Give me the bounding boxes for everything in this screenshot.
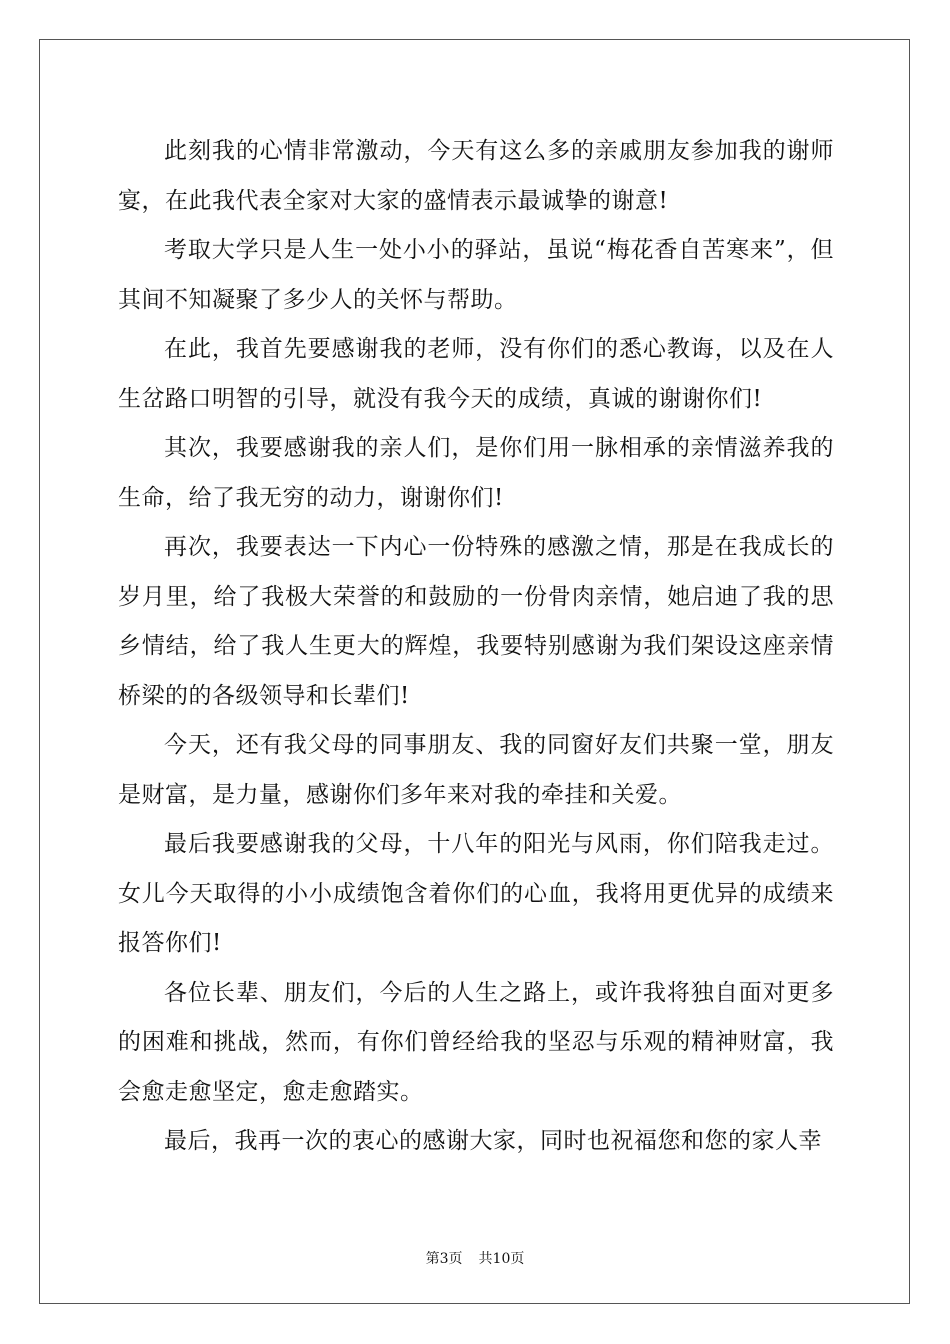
paragraph: 最后我要感谢我的父母，十八年的阳光与风雨，你们陪我走过。女儿今天取得的小小成绩饱含着你们的心血，我将用更优异的成绩来报答你们! xyxy=(118,831,834,956)
page-total: 共10页 xyxy=(478,1251,525,1267)
page-footer xyxy=(0,1248,950,1268)
paragraph: 考取大学只是人生一处小小的驿站，虽说“梅花香自苦寒来”，但其间不知凝聚了多少人的关怀与帮助。 xyxy=(118,237,834,313)
paragraph: 最后，我再一次的衷心的感谢大家，同时也祝福您和您的家人幸 xyxy=(164,1128,822,1154)
paragraph: 各位长辈、朋友们，今后的人生之路上，或许我将独自面对更多的困难和挑战，然而，有你们曾经给我的坚忍与乐观的精神财富，我会愈走愈坚定，愈走愈踏实。 xyxy=(118,979,834,1105)
document-body xyxy=(118,127,834,1167)
paragraph: 其次，我要感谢我的亲人们，是你们用一脉相承的亲情滋养我的生命，给了我无穷的动力，谢谢你们! xyxy=(118,435,834,511)
paragraph: 再次，我要表达一下内心一份特殊的感激之情，那是在我成长的岁月里，给了我极大荣誉的和鼓励的一份骨肉亲情，她启迪了我的思乡情结，给了我人生更大的辉煌，我要特别感谢为我们架设这座亲情桥梁的的各级领导和长辈们! xyxy=(118,534,834,709)
paragraph: 此刻我的心情非常激动，今天有这么多的亲戚朋友参加我的谢师宴，在此我代表全家对大家的盛情表示最诚挚的谢意! xyxy=(118,138,834,214)
paragraph: 今天，还有我父母的同事朋友、我的同窗好友们共聚一堂，朋友是财富，是力量，感谢你们多年来对我的牵挂和关爱。 xyxy=(118,732,834,808)
page-number: 第3页 xyxy=(425,1251,463,1267)
paragraph: 在此，我首先要感谢我的老师，没有你们的悉心教诲，以及在人生岔路口明智的引导，就没有我今天的成绩，真诚的谢谢你们! xyxy=(118,336,834,412)
